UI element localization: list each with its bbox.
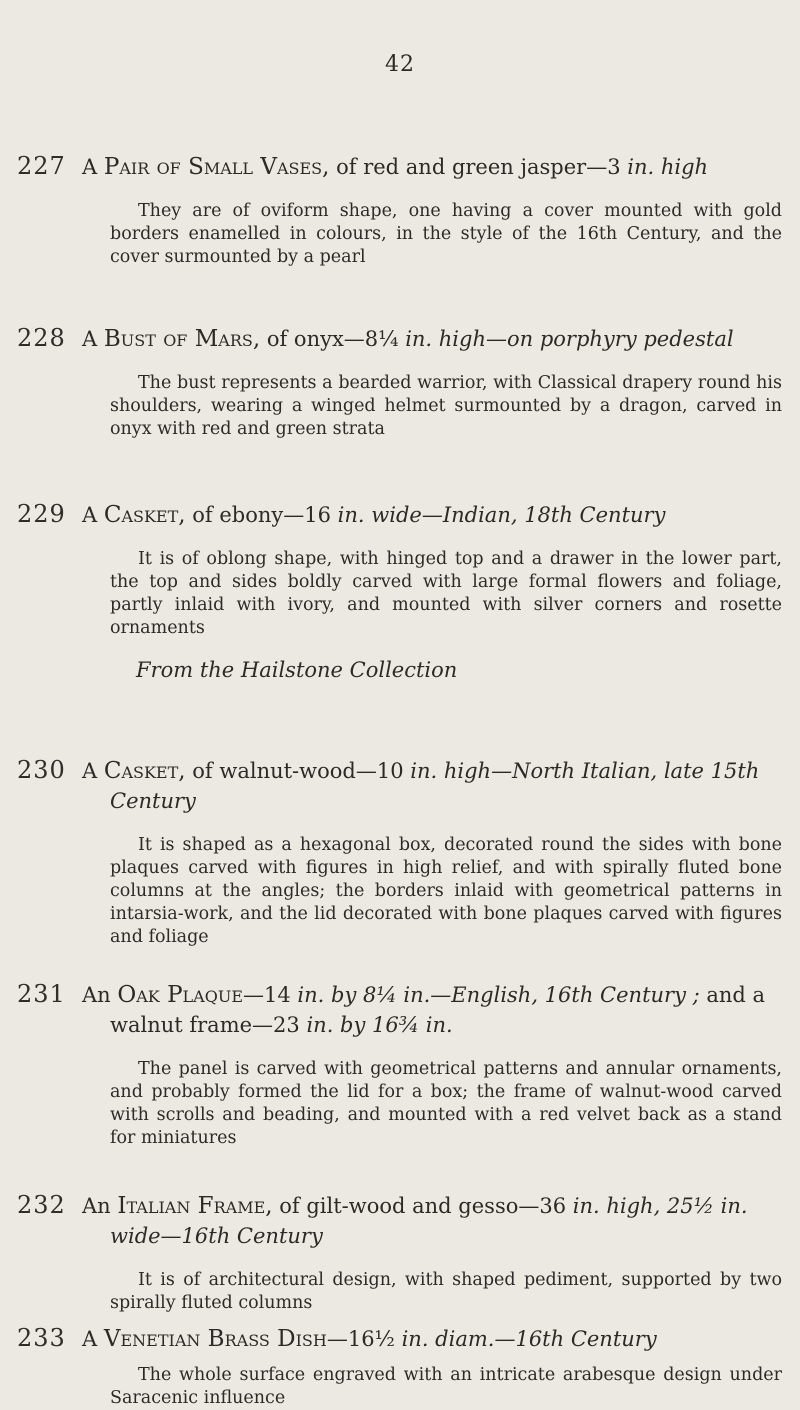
- lot-spec: of onyx—8¼: [260, 327, 406, 351]
- lot-title: Casket,: [103, 758, 186, 784]
- lot-spec-italic: in. high—North Italian, late 15th Century: [110, 759, 760, 813]
- lot-description: It is of oblong shape, with hinged top and a drawer in the lower part, the top and sides boldly carved with large formal flowers and foliage, partly inlaid with ivory, and mounted with silver corners and rosette ornaments: [110, 549, 782, 638]
- lot-article: A: [82, 503, 98, 527]
- lot-number: 233: [17, 1324, 66, 1352]
- lot-title: Venetian Brass Dish: [103, 1326, 327, 1352]
- lot-entry: [17, 980, 782, 1150]
- lot-entry: [17, 1191, 782, 1315]
- lot-number: 229: [17, 500, 66, 528]
- lot-article: A: [82, 155, 98, 179]
- lot-number: 232: [17, 1191, 66, 1219]
- lot-number: 231: [17, 980, 66, 1008]
- lot-article: A: [82, 327, 98, 351]
- lot-description: The panel is carved with geometrical patterns and annular ornaments, and probably formed the lid for a box; the frame of walnut-wood carved with scrolls and beading, and mounted with a red velvet back as a stand for miniatures: [110, 1059, 782, 1148]
- lot-heading: [82, 980, 782, 1040]
- lot-heading: [82, 500, 782, 530]
- lot-entry: [17, 756, 782, 949]
- lot-article: A: [82, 1327, 98, 1351]
- lot-heading: [82, 152, 782, 182]
- lot-entry: [17, 500, 782, 682]
- lot-spec: —14: [243, 983, 298, 1007]
- lot-spec: of red and green jasper—3: [329, 155, 628, 179]
- lot-heading: [82, 1191, 782, 1251]
- lot-number: 230: [17, 756, 66, 784]
- lot-heading: [82, 324, 782, 354]
- lot-article: A: [82, 759, 98, 783]
- lot-spec-italic: in. wide—Indian, 18th Century: [337, 503, 666, 527]
- lot-spec-italic: in. high—on porphyry pedestal: [405, 327, 734, 351]
- lot-title: Casket,: [103, 502, 186, 528]
- lot-title: Bust of Mars,: [103, 326, 261, 352]
- lot-spec: —16½: [326, 1327, 402, 1351]
- lot-entry: [17, 152, 782, 269]
- lot-description: It is shaped as a hexagonal box, decorated round the sides with bone plaques carved with figures in high relief, and with spirally fluted bone columns at the angles; the borders inlaid with geometrical patterns in intarsia-work, and the lid decorated with bone plaques carved with figures and foliage: [110, 835, 782, 947]
- lot-spec-2-italic: in. by 16¾ in.: [306, 1013, 453, 1037]
- lot-heading: [82, 756, 782, 816]
- lot-title: Oak Plaque: [117, 982, 244, 1008]
- lot-spec: of gilt-wood and gesso—36: [272, 1194, 573, 1218]
- lot-number: 228: [17, 324, 66, 352]
- lot-spec-italic: in. diam.—16th Century: [401, 1327, 657, 1351]
- lot-entry: [17, 1324, 782, 1410]
- lot-title: Italian Frame,: [117, 1193, 273, 1219]
- lot-title: Pair of Small Vases,: [103, 154, 330, 180]
- lot-spec-italic: in. by 8¼ in.—English, 16th Century ;: [297, 983, 700, 1007]
- lot-spec: of walnut-wood—10: [185, 759, 411, 783]
- lot-description: The bust represents a bearded warrior, with Classical drapery round his shoulders, wearing a winged helmet surmounted by a dragon, carved in onyx with red and green strata: [110, 373, 782, 439]
- lot-number: 227: [17, 152, 66, 180]
- lot-spec-italic: in. high: [627, 155, 709, 179]
- lot-description: It is of architectural design, with shaped pediment, supported by two spirally fluted columns: [110, 1270, 782, 1313]
- lot-description: The whole surface engraved with an intricate arabesque design under Saracenic influence: [110, 1365, 782, 1408]
- lot-heading: [82, 1324, 782, 1354]
- lot-article: An: [82, 983, 111, 1007]
- lot-provenance: From the Hailstone Collection: [136, 658, 458, 682]
- lot-description: They are of oviform shape, one having a cover mounted with gold borders enamelled in colours, in the style of the 16th Century, and the cover surmounted by a pearl: [110, 201, 782, 267]
- lot-entry: [17, 324, 782, 441]
- lot-spec-2: and a walnut frame—23: [110, 983, 766, 1037]
- lot-spec-italic: in. high, 25½ in. wide—16th Century: [110, 1194, 748, 1248]
- lot-spec: of ebony—16: [185, 503, 338, 527]
- lot-article: An: [82, 1194, 111, 1218]
- page-number: 42: [385, 52, 415, 77]
